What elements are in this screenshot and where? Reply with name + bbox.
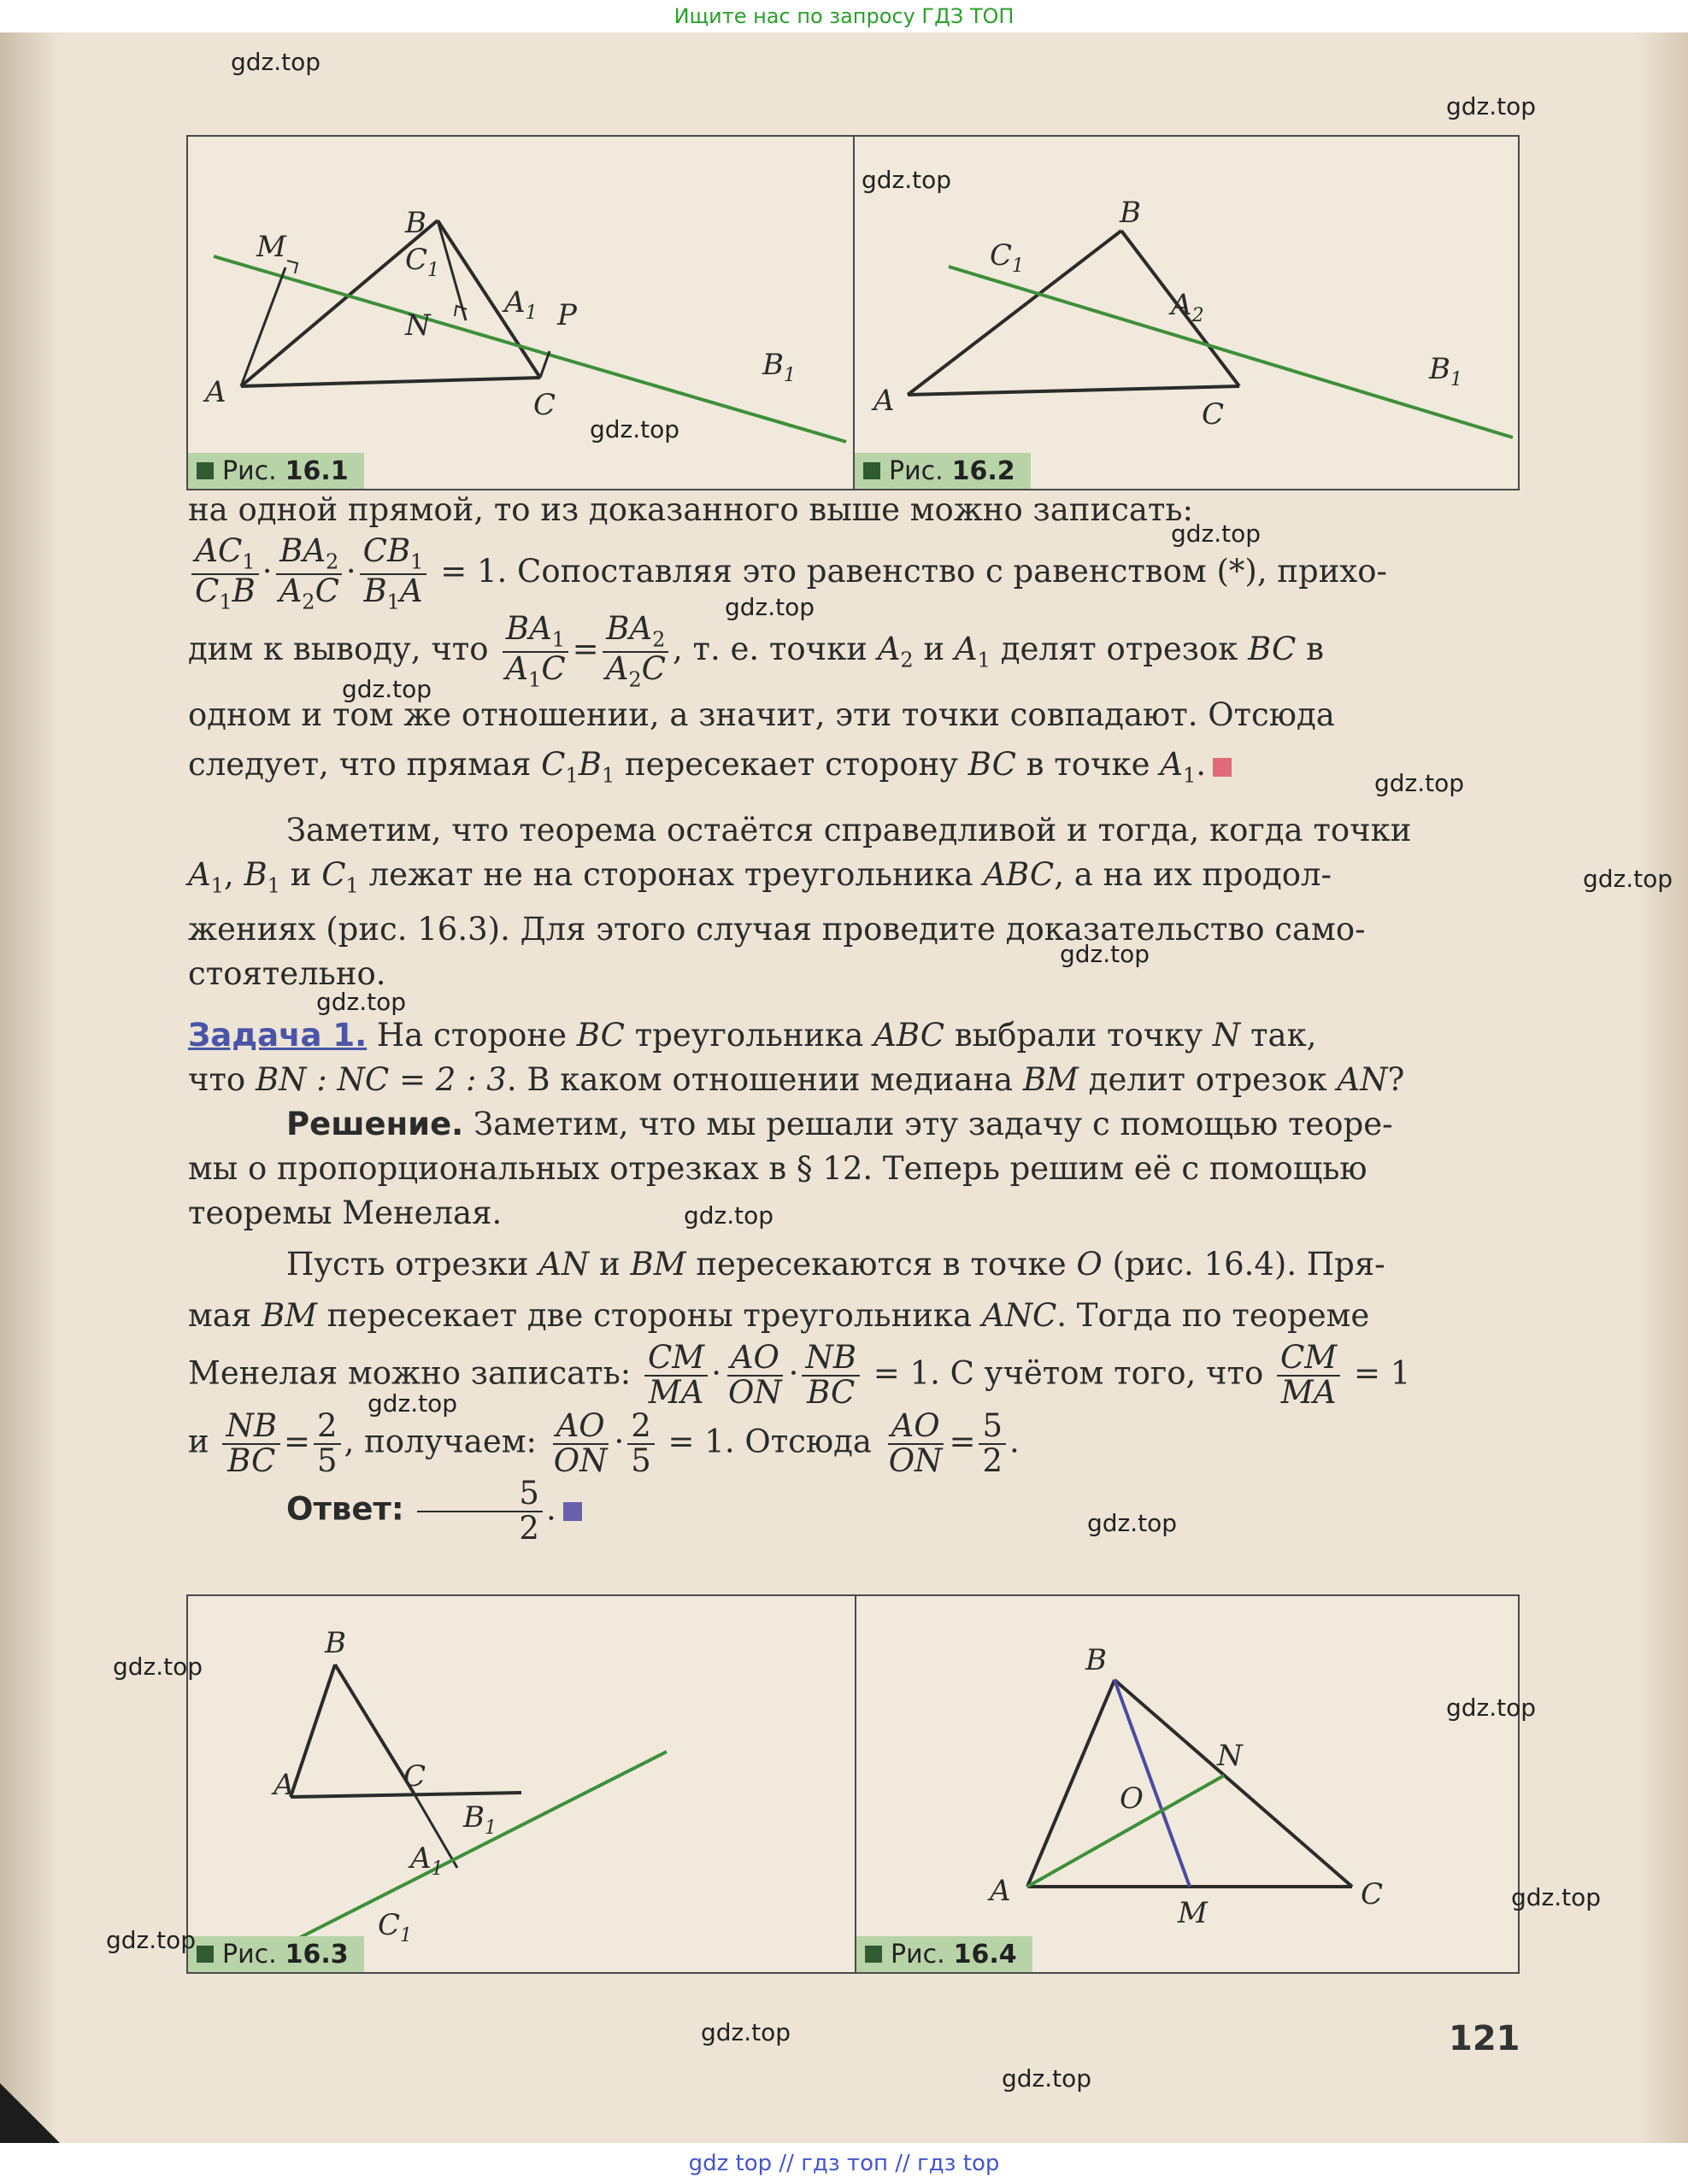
watermark: gdz.top [1171,520,1262,548]
watermark: gdz.top [1446,92,1537,120]
figure-caption-16-2 [855,453,1031,489]
point-C: C [1361,1877,1384,1911]
watermark: gdz.top [1060,940,1150,968]
watermark: gdz.top [316,988,407,1016]
figure-16-4-drawing [856,1596,1518,1972]
page-fold-shadow [0,32,60,2143]
top-banner[interactable]: Ищите нас по запросу ГДЗ ТОП [0,0,1688,32]
figure-caption-16-1 [188,453,364,489]
point-B: B [1120,196,1141,230]
caption-marker [197,462,214,479]
page-number: 121 [1449,2019,1520,2058]
text-line: мы о пропорциональных отрезках в § 12. Теперь решим её с помощью [188,1150,1367,1187]
text-line: Задача 1. На стороне BC треугольника ABC выбрали точку N так, [188,1017,1317,1054]
watermark: gdz.top [113,1653,203,1681]
watermark: gdz.top [342,675,432,703]
text-line: и $\frac{NB}{BC}$ = $\frac{2}{5}$ , получаем: $\frac{AO}{ON}$ · $\frac{2}{5}$ = 1. Отсюда $\frac{AO}{ON}$ = $\frac{5}{2}$ . [188,1406,1020,1479]
watermark: gdz.top [368,1389,458,1418]
task-1 [188,1013,1517,1236]
point-A: A [873,384,895,418]
task-heading: Задача 1. [188,1017,368,1054]
text-line: на одной прямой, то из доказанного выше можно записать: [188,491,1193,528]
figure-16-1 [186,135,855,490]
point-A2: $A_2$ [1171,288,1204,326]
answer-line: Ответ: $\frac{5}{2}$ . [188,1477,1517,1546]
figure-16-1-drawing [188,137,853,489]
point-B1: $B_1$ [463,1800,497,1839]
text-line: Менелая можно записать: $\frac{CM}{MA}$ · $\frac{AO}{ON}$ · $\frac{NB}{BC}$ = 1. С учётом того, что $\frac{CM}{MA}$ = 1 [188,1339,1411,1411]
point-A: A [273,1768,295,1802]
watermark: gdz.top [106,1926,197,1954]
caption-number: 16.2 [951,455,1015,486]
point-B1: $B_1$ [1429,352,1462,390]
point-M: M [1178,1896,1208,1930]
point-B: B [325,1626,346,1660]
text-line: Заметим, что теорема остаётся справедливой и тогда, когда точки [286,812,1412,848]
watermark: gdz.top [1002,2064,1092,2093]
point-B: B [1085,1643,1107,1677]
watermark: gdz.top [1511,1883,1602,1911]
text-line: Пусть отрезки AN и BM пересекаются в точке O (рис. 16.4). Пря- [286,1246,1385,1283]
page-edge-shadow [1637,32,1688,2143]
watermark: gdz.top [1087,1509,1178,1537]
point-M: M [256,230,286,264]
text-line: Решение. Заметим, что мы решали эту задачу с помощью теоре- [286,1106,1393,1142]
caption-word: Рис. [222,1939,277,1970]
caption-number: 16.4 [953,1939,1017,1970]
watermark: gdz.top [684,1201,774,1230]
text-line: стоятельно. [188,955,386,993]
paragraph-remark [188,808,1517,996]
end-of-solution-marker [563,1502,582,1521]
watermark: gdz.top [725,593,815,621]
point-B1: $B_1$ [762,348,796,386]
point-A: A [990,1874,1011,1908]
text-line: следует, что прямая $C_1B_1$ пересекает сторону BC в точке $A_1$. [188,740,1517,800]
watermark: gdz.top [1583,865,1673,893]
text-line: $\frac{AC_1}{C_1B}$ · $\frac{BA_2}{A_2C}$ · $\frac{CB_1}{B_1A}$ = 1. Сопоставляя это равенство с равенством (*), прихо- [188,535,1517,613]
watermark: gdz.top [590,415,680,443]
figure-16-2 [853,135,1520,490]
watermark: gdz.top [1374,769,1465,797]
caption-word: Рис. [891,1939,945,1970]
watermark: gdz.top [231,48,321,76]
text-line: дим к выводу, что $\frac{BA_1}{A_1C}$ = $\frac{BA_2}{A_2C}$ , т. е. точки $A_2$ и $A_1$ делят отрезок BC в [188,610,1324,692]
caption-marker [197,1946,214,1963]
figure-16-2-drawing [855,137,1518,489]
caption-word: Рис. [222,455,277,486]
page-corner [0,2083,60,2143]
point-C: C [403,1759,426,1794]
text-line: теоремы Менелая. [188,1195,503,1231]
point-C: C [1202,397,1225,432]
text-line: что BN : NC = 2 : 3. В каком отношении медиана BM делит отрезок AN? [188,1061,1405,1098]
solution-heading: Решение. [286,1106,464,1142]
paragraph-proof-end [188,485,1517,801]
watermark: gdz.top [701,2018,791,2046]
point-C1: $C_1$ [990,238,1025,277]
watermark: gdz.top [862,166,952,194]
figure-16-4 [855,1594,1520,1974]
figure-16-3 [186,1594,856,1974]
caption-marker [863,462,880,479]
figure-16-3-drawing [188,1596,855,1972]
point-A: A [205,375,226,409]
text-line: мая BM пересекает две стороны треугольника ANC. Тогда по теореме [188,1297,1370,1334]
caption-marker [865,1946,882,1963]
text-line: жениях (рис. 16.3). Для этого случая проведите доказательство само- [188,911,1366,948]
point-B: B [405,206,426,240]
watermark: gdz.top [1446,1694,1537,1722]
bottom-banner[interactable]: gdz top // гдз топ // гдз top [0,2143,1688,2184]
answer-heading: Ответ: [286,1490,404,1528]
caption-number: 16.3 [285,1939,349,1970]
point-P: P [557,298,577,332]
point-C1: $C_1$ [405,243,440,281]
figure-caption-16-3 [188,1936,364,1972]
textbook-page [0,32,1688,2143]
point-N: N [1217,1739,1243,1773]
text-line: одном и том же отношении, а значит, эти точки совпадают. Отсюда [188,696,1335,734]
point-A1: $A_1$ [504,285,538,324]
text-line: $A_1$, $B_1$ и $C_1$ лежат не на сторонах треугольника ABC, а на их продол- [188,856,1332,898]
caption-number: 16.1 [285,455,349,486]
point-A1: $A_1$ [410,1841,444,1880]
figure-caption-16-4 [856,1936,1032,1972]
point-O: O [1120,1782,1144,1816]
end-of-proof-marker [1213,758,1232,777]
caption-word: Рис. [889,455,944,486]
point-C1: $C_1$ [378,1908,413,1946]
point-N: N [405,308,431,343]
point-C: C [533,388,556,422]
